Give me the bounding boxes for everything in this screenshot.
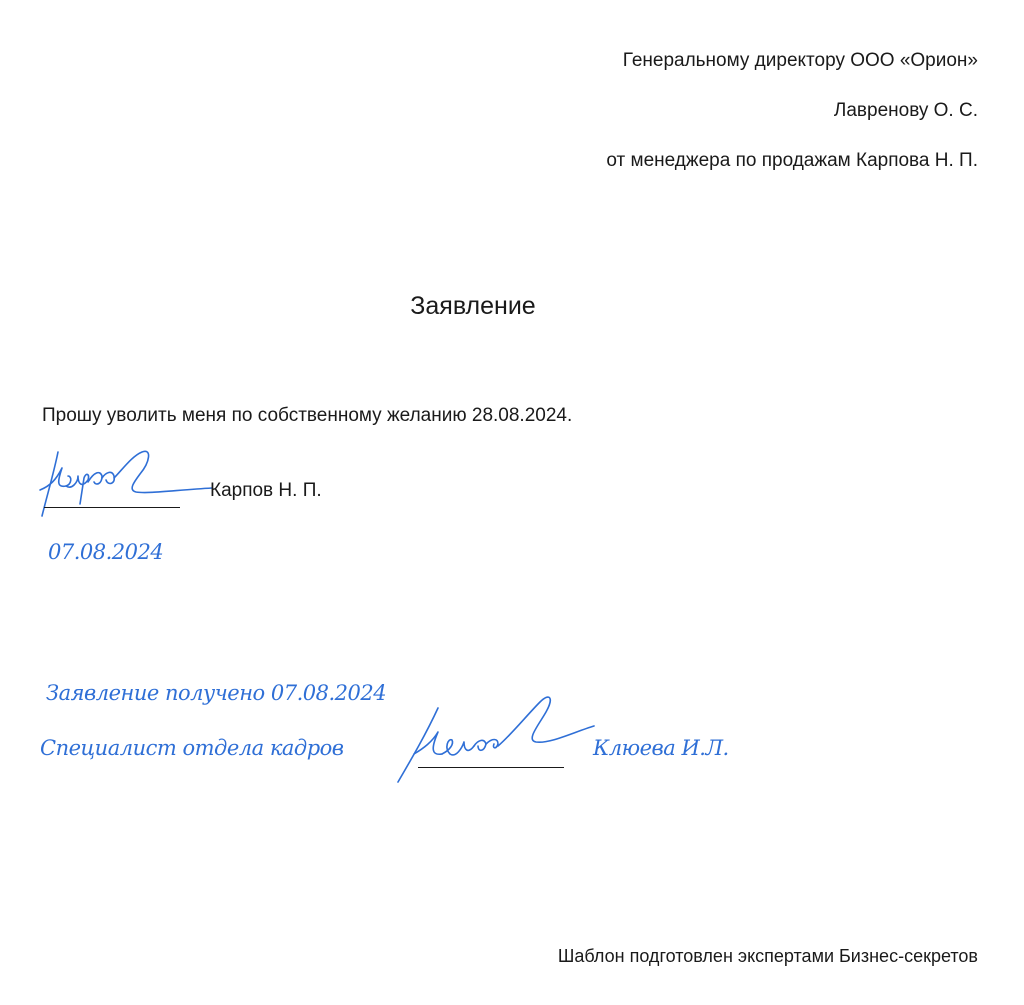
addressee-line-director: Генеральному директору ООО «Орион» xyxy=(622,50,978,71)
applicant-signature-line xyxy=(44,507,180,508)
hr-name: Клюева И.Л. xyxy=(593,736,729,760)
addressee-line-name: Лавренову О. С. xyxy=(833,100,978,121)
document-title: Заявление xyxy=(410,292,536,320)
addressee-block xyxy=(606,36,978,186)
received-note: Заявление получено 07.08.2024 xyxy=(46,681,387,705)
applicant-name: Карпов Н. П. xyxy=(210,480,322,501)
template-credit: Шаблон подготовлен экспертами Бизнес-секретов xyxy=(557,946,978,966)
hr-signature xyxy=(394,690,594,786)
request-text: Прошу уволить меня по собственному желанию 28.08.2024. xyxy=(42,405,573,426)
applicant-date: 07.08.2024 xyxy=(48,540,164,564)
hr-signature-line xyxy=(418,767,564,768)
addressee-line-from: от менеджера по продажам Карпова Н. П. xyxy=(606,150,978,171)
applicant-signature xyxy=(36,446,212,530)
hr-position: Специалист отдела кадров xyxy=(40,736,344,760)
